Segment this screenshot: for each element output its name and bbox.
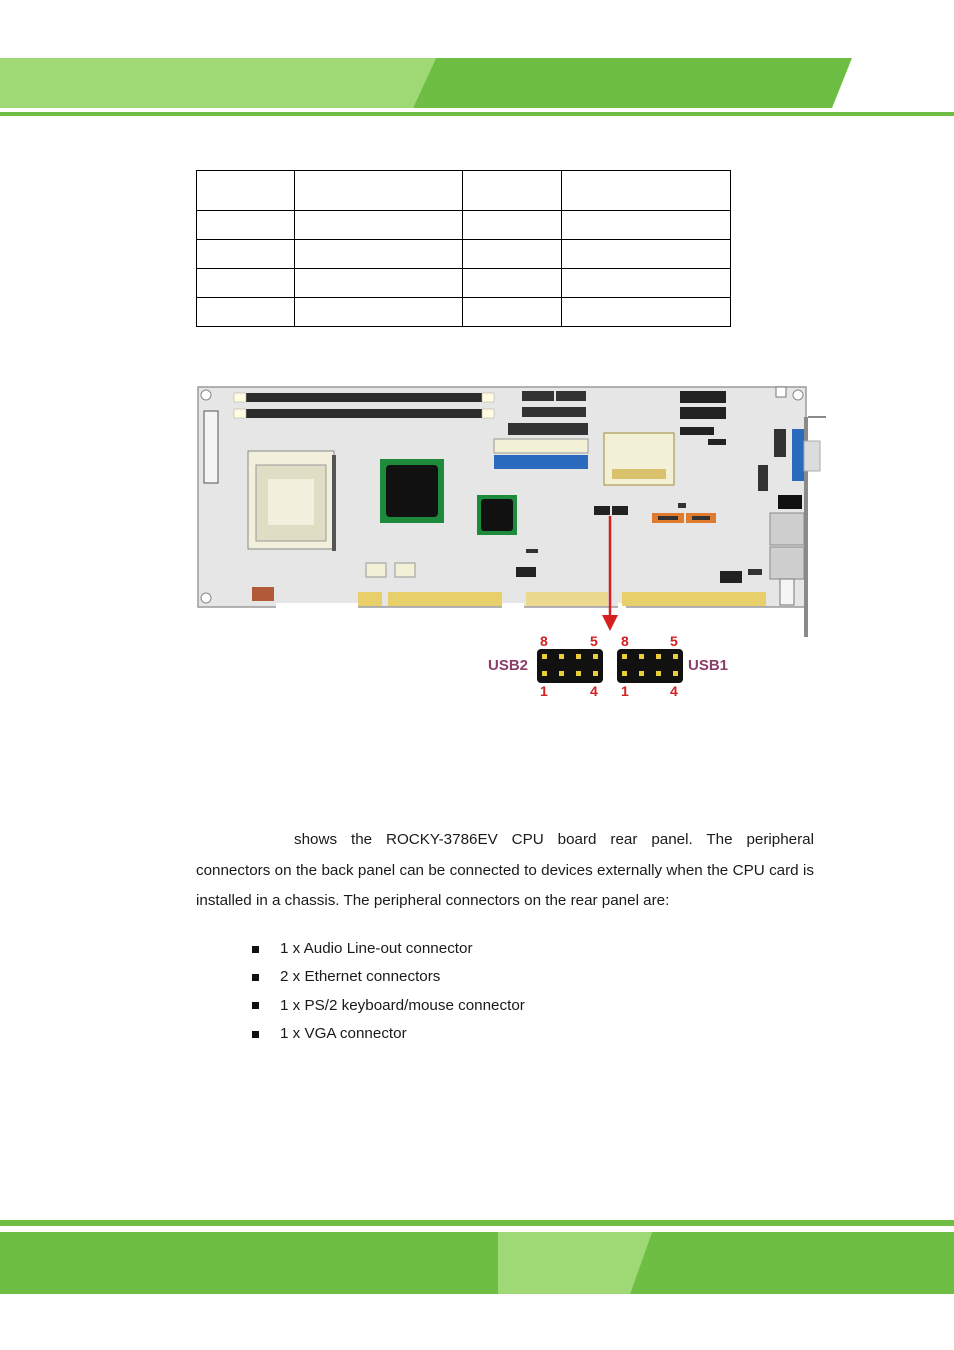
table-row xyxy=(197,269,731,298)
table-cell xyxy=(295,269,463,298)
table-header-cell xyxy=(197,171,295,211)
usb1-pin-4: 4 xyxy=(670,683,678,699)
list-item-text: 1 x Audio Line-out connector xyxy=(280,940,473,958)
table-cell xyxy=(562,269,731,298)
usb1-pin-5: 5 xyxy=(670,633,678,649)
table-cell xyxy=(197,269,295,298)
list-item-text: 1 x PS/2 keyboard/mouse connector xyxy=(280,996,525,1014)
usb1-label: USB1 xyxy=(688,657,729,674)
rear-panel-text: shows the ROCKY-3786EV CPU board rear panel. The peripheral connectors on the back panel can be connected to devices externally when the CPU card is installed in a chassis. The peripheral connectors on the rear panel are: xyxy=(196,831,814,909)
usb2-label: USB2 xyxy=(488,657,529,674)
header-band xyxy=(0,56,954,118)
rear-panel-paragraph xyxy=(196,825,814,917)
table-cell xyxy=(463,240,562,269)
usb1-pin-1: 1 xyxy=(621,683,629,699)
bullet-icon xyxy=(252,946,259,953)
list-item xyxy=(252,963,525,991)
pin-table xyxy=(196,170,731,327)
table-cell xyxy=(463,269,562,298)
usb2-pin-8: 8 xyxy=(540,633,548,649)
table-row xyxy=(197,298,731,327)
table-header-cell xyxy=(463,171,562,211)
table-cell xyxy=(197,240,295,269)
cpu-socket xyxy=(248,451,336,551)
bullet-icon xyxy=(252,1031,259,1038)
table-cell xyxy=(562,298,731,327)
table-cell xyxy=(562,240,731,269)
bullet-icon xyxy=(252,1002,259,1009)
list-item xyxy=(252,935,525,963)
footer-band xyxy=(0,1218,954,1298)
table-row xyxy=(197,240,731,269)
table-cell xyxy=(562,211,731,240)
table-header-cell xyxy=(295,171,463,211)
bullet-icon xyxy=(252,974,259,981)
usb1-connector-zoom xyxy=(617,649,683,683)
sata-connectors xyxy=(652,513,716,523)
table-cell xyxy=(197,298,295,327)
table-cell xyxy=(197,211,295,240)
usb1-pin-8: 8 xyxy=(621,633,629,649)
usb2-pin-1: 1 xyxy=(540,683,548,699)
table-cell xyxy=(295,298,463,327)
table-header-cell xyxy=(562,171,731,211)
northbridge-chip xyxy=(380,459,444,523)
usb2-connector-zoom xyxy=(537,649,603,683)
table-cell xyxy=(295,211,463,240)
table-cell xyxy=(463,211,562,240)
edge-fingers xyxy=(358,592,766,606)
list-item xyxy=(252,1020,525,1048)
connector-list xyxy=(252,935,525,1048)
compact-flash-slot xyxy=(604,433,674,485)
table-header-row xyxy=(197,171,731,211)
list-item xyxy=(252,992,525,1020)
southbridge-chip xyxy=(477,495,517,535)
list-item-text: 2 x Ethernet connectors xyxy=(280,968,441,986)
board-figure xyxy=(196,385,836,715)
table-row xyxy=(197,211,731,240)
table-cell xyxy=(295,240,463,269)
usb2-pin-5: 5 xyxy=(590,633,598,649)
list-item-text: 1 x VGA connector xyxy=(280,1025,407,1043)
usb2-pin-4: 4 xyxy=(590,683,598,699)
table-cell xyxy=(463,298,562,327)
power-connector xyxy=(204,411,218,483)
